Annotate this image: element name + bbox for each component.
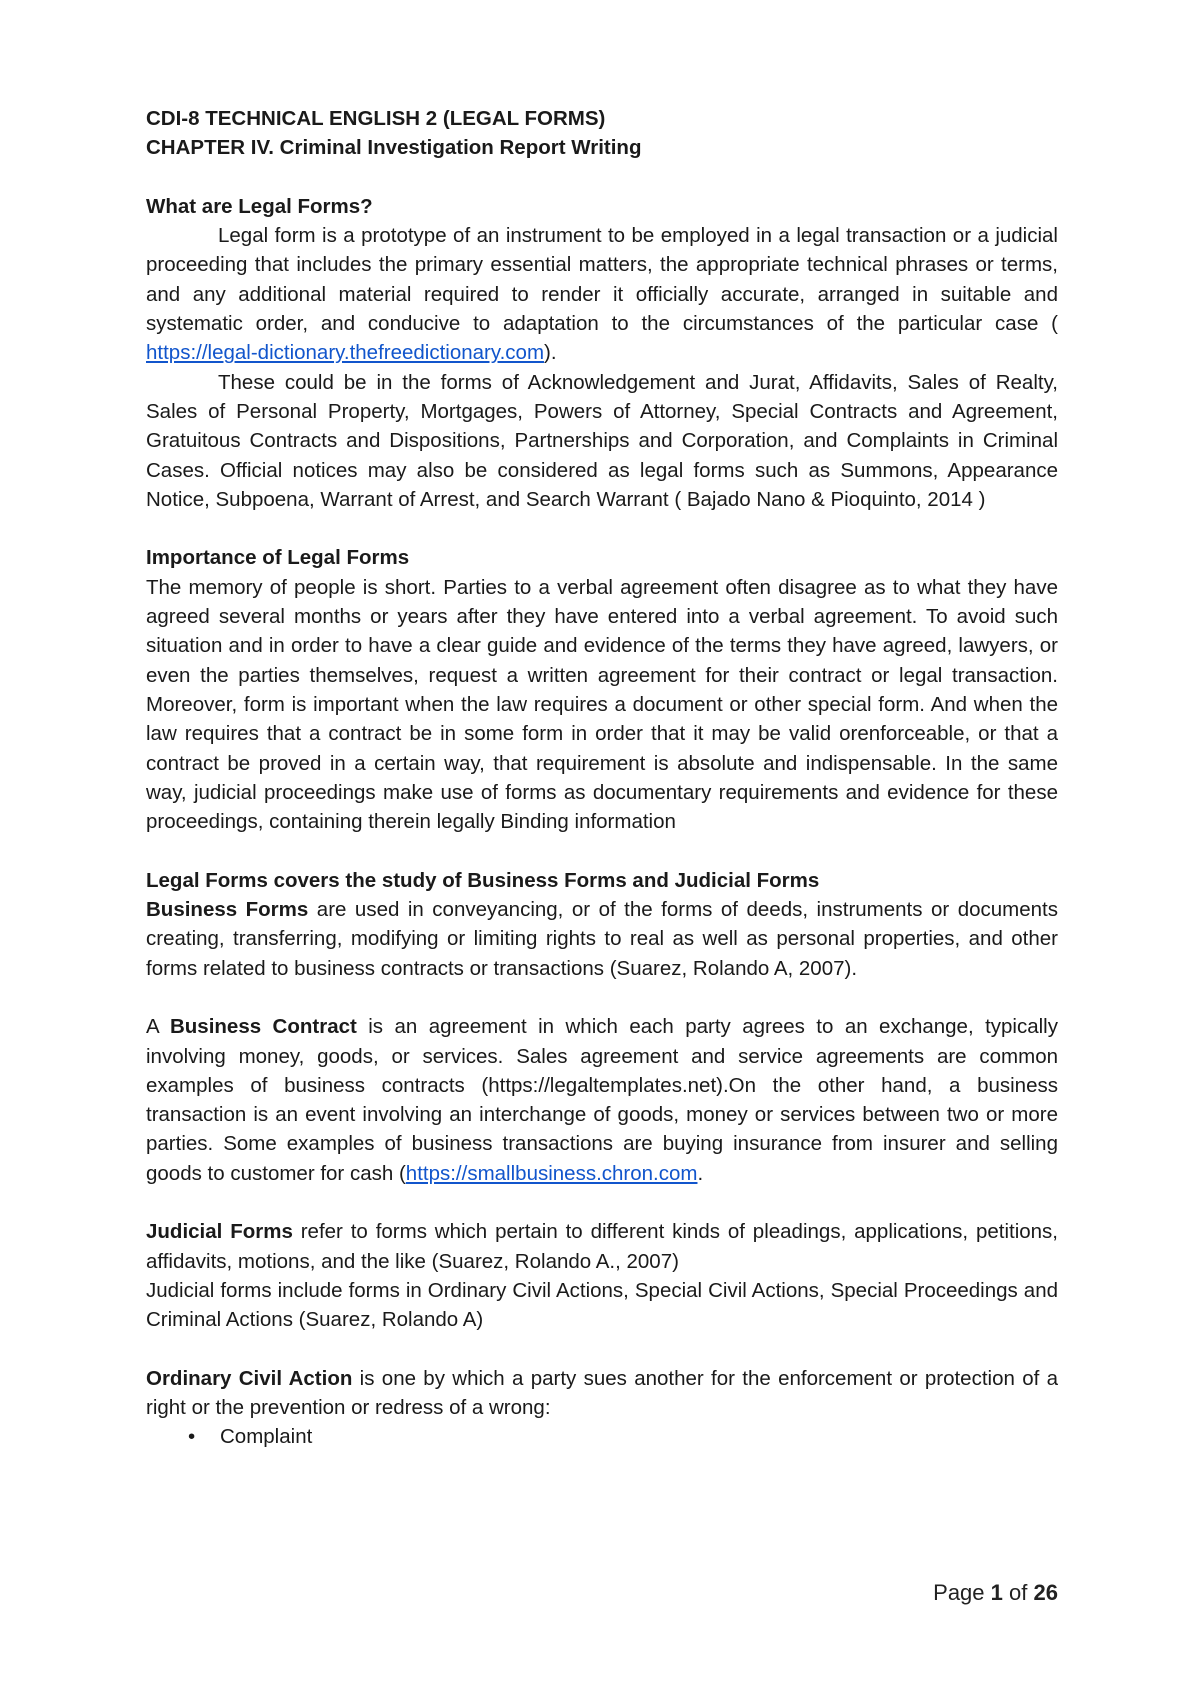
chapter-title: CHAPTER IV. Criminal Investigation Report Writing	[146, 136, 642, 160]
business-forms-term: Business Forms	[146, 898, 309, 922]
of-label: of	[1009, 1580, 1028, 1605]
contract-text: is an agreement in which each party agrees to an exchange, typically involving money, goods, or services. Sales agreement and service agreements are common examples of business contracts (https://legaltemplates.net).On the other hand, a business transaction is an event involving an interchange of goods, money or services between two or more parties. Some examples of business transactions are buying insurance from insurer and selling goods to customer for cash (	[146, 1015, 1058, 1185]
legal-dictionary-link[interactable]: https://legal-dictionary.thefreedictionary.com	[146, 341, 545, 365]
spacer	[146, 163, 1058, 192]
paragraph-forms-list: These could be in the forms of Acknowledgement and Jurat, Affidavits, Sales of Realty, Sales of Personal Property, Mortgages, Powers of Attorney, Special Contracts and Agreement, Gratuitous Contracts and Dispositions, Partnerships and Corporation, and Complaints in Criminal Cases. Official notices may also be considered as legal forms such as Summons, Appearance Notice, Subpoena, Warrant of Arrest, and Search Warrant ( Bajado Nano & Pioquinto, 2014 )	[146, 370, 1058, 511]
heading-importance: Importance of Legal Forms	[146, 546, 410, 570]
document-page	[146, 104, 1058, 1452]
page-number: 1	[990, 1580, 1003, 1605]
paragraph-ordinary-civil-action	[146, 1364, 1058, 1423]
course-title: CDI-8 TECHNICAL ENGLISH 2 (LEGAL FORMS)	[146, 107, 606, 130]
definition-end: ).	[544, 341, 557, 365]
spacer	[146, 1334, 1058, 1363]
smallbusiness-link[interactable]: https://smallbusiness.chron.com	[405, 1161, 698, 1185]
page-label: Page	[933, 1580, 985, 1605]
judicial-forms-text: refer to forms which pertain to different kinds of pleadings, applications, petitions, affidavits, motions, and the like (Suarez, Rolando A., 2007)	[146, 1220, 1058, 1273]
business-contract-term: Business Contract	[169, 1015, 357, 1039]
ordinary-civil-action-term: Ordinary Civil Action	[146, 1366, 353, 1390]
list-item	[188, 1422, 1058, 1451]
heading-what-are-legal-forms: What are Legal Forms?	[146, 194, 373, 218]
paragraph-judicial-forms-include: Judicial forms include forms in Ordinary Civil Actions, Special Civil Actions, Special Proceedings and Criminal Actions (Suarez, Rolando A)	[146, 1278, 1058, 1332]
heading-covers: Legal Forms covers the study of Business Forms and Judicial Forms	[146, 868, 820, 892]
paragraph-business-forms	[146, 895, 1058, 983]
paragraph-business-contract	[146, 1012, 1058, 1188]
definition-text: Legal form is a prototype of an instrument to be employed in a legal transaction or a judicial proceeding that includes the primary essential matters, the appropriate technical phrases or terms, and any additional material required to render it officially accurate, arranged in suitable and systematic order, and conducive to adaptation to the circumstances of the particular case (	[146, 224, 1058, 336]
contract-lead: A	[146, 1015, 170, 1039]
spacer	[146, 836, 1058, 865]
civil-action-list	[146, 1422, 1058, 1451]
paragraph-importance: The memory of people is short. Parties to a verbal agreement often disagree as to what they have agreed several months or years after they have entered into a verbal agreement. To avoid such situation and in order to have a clear guide and evidence of the terms they have agreed, lawyers, or even the parties themselves, request a written agreement for their contract or legal transaction. Moreover, form is important when the law requires a document or other special form. And when the law requires that a contract be in some form in order that it may be valid orenforceable, or that a contract be proved in a certain way, that requirement is absolute and indispensable. In the same way, judicial proceedings make use of forms as documentary requirements and evidence for these proceedings, containing therein legally Binding information	[146, 575, 1058, 834]
spacer	[146, 514, 1058, 543]
ordinary-civil-action-text: is one by which a party sues another for the enforcement or protection of a right or the prevention or redress of a wrong:	[146, 1366, 1059, 1420]
page-footer	[933, 1580, 1058, 1606]
paragraph-judicial-forms	[146, 1217, 1058, 1276]
business-forms-text: are used in conveyancing, or of the forms of deeds, instruments or documents creating, transferring, modifying or limiting rights to real as well as personal properties, and other forms related to business contracts or transactions (Suarez, Rolando A, 2007).	[146, 898, 1058, 980]
contract-end: .	[697, 1161, 704, 1185]
bullet-icon: •	[188, 1425, 196, 1449]
spacer	[146, 983, 1058, 1012]
total-pages: 26	[1033, 1580, 1058, 1605]
list-item-label: Complaint	[220, 1425, 313, 1449]
spacer	[146, 1188, 1058, 1217]
judicial-forms-term: Judicial Forms	[146, 1220, 293, 1244]
paragraph-definition	[146, 221, 1058, 367]
